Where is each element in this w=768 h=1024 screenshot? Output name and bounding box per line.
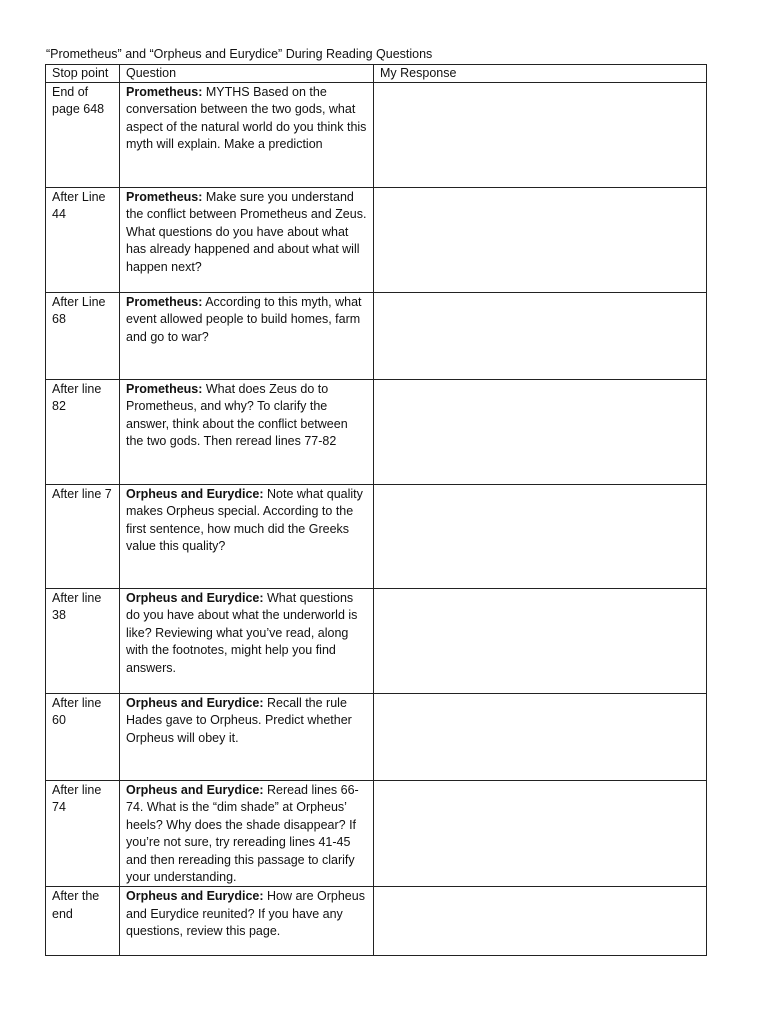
- response-cell[interactable]: [374, 485, 707, 589]
- question-text: What questions do you have about what the underworld is like? Reviewing what you’ve read, along with the footnotes, might help you find answers.: [126, 591, 358, 675]
- question-text: According to this myth, what event allowed people to build homes, farm and go to war?: [126, 295, 362, 344]
- response-cell[interactable]: [374, 694, 707, 781]
- question-cell: [120, 293, 374, 380]
- stop-point-cell: After Line 68: [46, 293, 120, 380]
- question-cell: [120, 188, 374, 293]
- stop-point-cell: After line 82: [46, 380, 120, 485]
- table-row: [46, 83, 707, 188]
- table-row: [46, 694, 707, 781]
- stop-point-cell: After line 38: [46, 589, 120, 694]
- question-cell: [120, 83, 374, 188]
- question-prefix: Prometheus:: [126, 295, 203, 309]
- question-cell: [120, 485, 374, 589]
- table-row: [46, 293, 707, 380]
- question-text: Note what quality makes Orpheus special. According to the first sentence, how much did the Greeks value this quality?: [126, 487, 363, 554]
- questions-table: [45, 64, 707, 956]
- stop-point-cell: After line 74: [46, 781, 120, 887]
- response-cell[interactable]: [374, 380, 707, 485]
- question-prefix: Orpheus and Eurydice:: [126, 487, 264, 501]
- question-text: Make sure you understand the conflict between Prometheus and Zeus. What questions do you have about what has already happened and about what will happen next?: [126, 190, 367, 274]
- stop-point-cell: After line 60: [46, 694, 120, 781]
- table-header-row: [46, 65, 707, 83]
- stop-point-cell: After Line 44: [46, 188, 120, 293]
- question-prefix: Prometheus:: [126, 382, 203, 396]
- question-cell: [120, 781, 374, 887]
- stop-point-cell: After the end: [46, 887, 120, 956]
- question-text: What does Zeus do to Prometheus, and why? To clarify the answer, think about the conflict between the two gods. Then reread lines 77-82: [126, 382, 348, 449]
- question-cell: [120, 380, 374, 485]
- table-row: [46, 485, 707, 589]
- table-row: [46, 589, 707, 694]
- question-text: Reread lines 66-74. What is the “dim shade” at Orpheus’ heels? Why does the shade disappear? If you’re not sure, try rereading lines 41-45 and then rereading this passage to clarify your understanding.: [126, 783, 359, 885]
- response-cell[interactable]: [374, 293, 707, 380]
- question-prefix: Prometheus:: [126, 190, 203, 204]
- table-row: [46, 380, 707, 485]
- table-row: [46, 887, 707, 956]
- question-cell: [120, 589, 374, 694]
- question-prefix: Prometheus:: [126, 85, 203, 99]
- table-row: [46, 781, 707, 887]
- table-row: [46, 188, 707, 293]
- question-prefix: Orpheus and Eurydice:: [126, 889, 264, 904]
- document-title: “Prometheus” and “Orpheus and Eurydice” During Reading Questions: [46, 47, 433, 61]
- question-text: Recall the rule Hades gave to Orpheus. Predict whether Orpheus will obey it.: [126, 696, 352, 745]
- response-cell[interactable]: [374, 589, 707, 694]
- question-prefix: Orpheus and Eurydice:: [126, 783, 264, 797]
- response-cell[interactable]: [374, 781, 707, 887]
- header-stop-point: Stop point: [46, 65, 120, 83]
- question-prefix: Orpheus and Eurydice:: [126, 696, 264, 710]
- question-cell: [120, 694, 374, 781]
- response-cell[interactable]: [374, 887, 707, 956]
- stop-point-cell: End of page 648: [46, 83, 120, 188]
- question-cell: [120, 887, 374, 956]
- header-question: Question: [120, 65, 374, 83]
- stop-point-cell: After line 7: [46, 485, 120, 589]
- header-my-response: My Response: [374, 65, 707, 83]
- response-cell[interactable]: [374, 188, 707, 293]
- question-prefix: Orpheus and Eurydice:: [126, 591, 264, 605]
- question-text: MYTHS Based on the conversation between the two gods, what aspect of the natural world do you think this myth will explain. Make a prediction: [126, 85, 367, 152]
- question-text: How are Orpheus and Eurydice reunited? If you have any questions, review this page.: [126, 889, 365, 939]
- response-cell[interactable]: [374, 83, 707, 188]
